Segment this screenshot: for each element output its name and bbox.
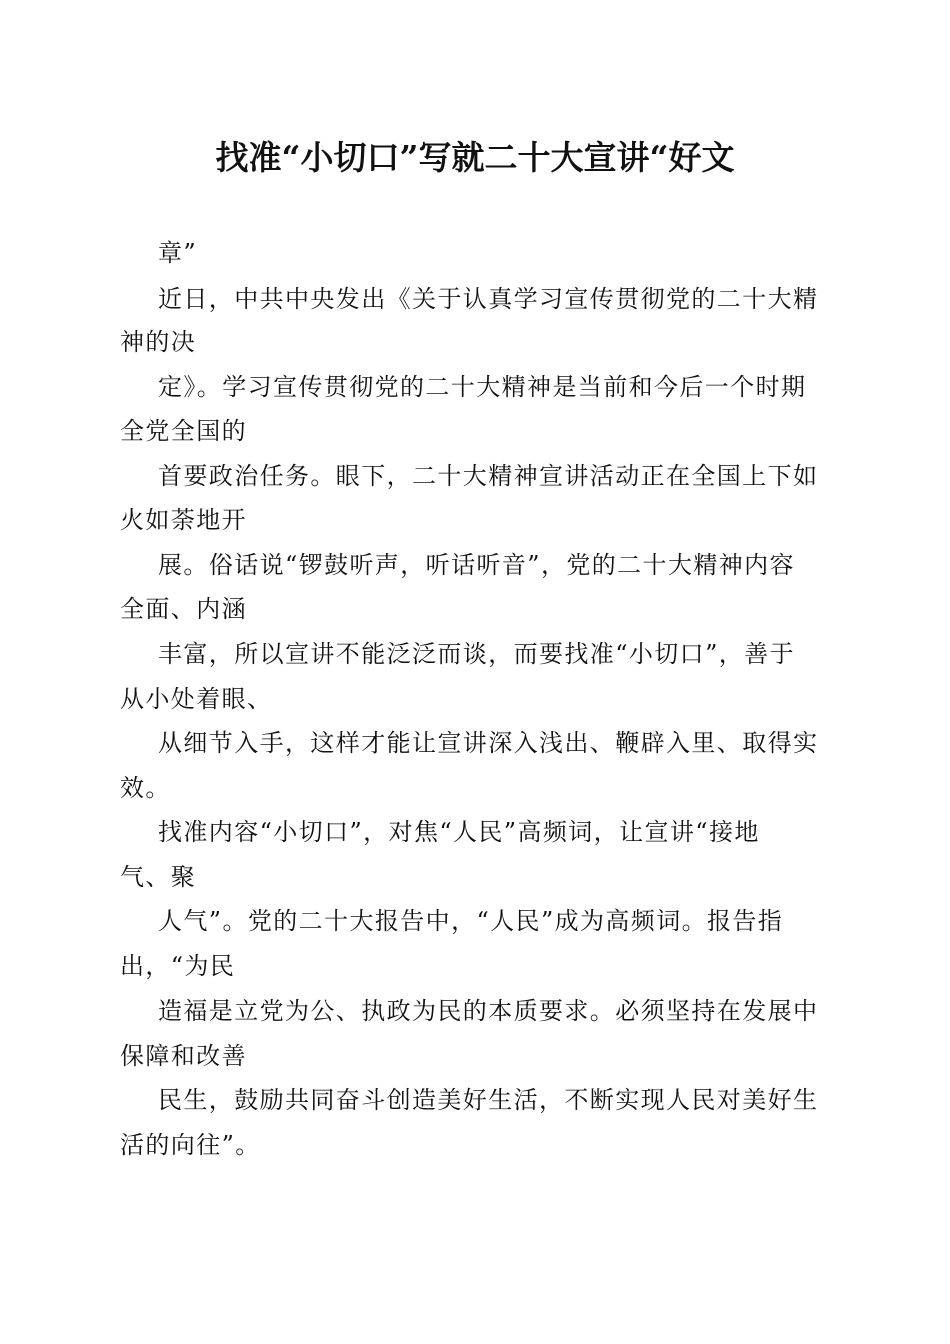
text-line: 章” — [158, 239, 198, 267]
text-line: 活的向往”。 — [120, 1131, 261, 1159]
text-line: 保障和改善 — [120, 1042, 247, 1070]
text-line: 气、聚 — [120, 863, 197, 891]
text-line: 展。俗话说“锣鼓听声，听话听音”，党的二十大精神内容 — [158, 551, 795, 579]
text-line: 首要政治任务。眼下，二十大精神宣讲活动正在全国上下如 — [158, 462, 819, 490]
text-line: 全面、内涵 — [120, 595, 247, 623]
text-line: 找准内容“小切口”，对焦“人民”高频词，让宣讲“接地 — [158, 818, 760, 846]
text-line: 出，“为民 — [120, 952, 236, 980]
text-line: 从细节入手，这样才能让宣讲深入浅出、鞭辟入里、取得实 — [158, 729, 819, 757]
text-line: 民生，鼓励共同奋斗创造美好生活，不断实现人民对美好生 — [158, 1086, 819, 1114]
text-line: 火如荼地开 — [120, 506, 247, 534]
text-line: 效。 — [120, 774, 171, 802]
document-title: 找准“小切口”写就二十大宣讲“好文 — [215, 138, 735, 177]
text-line: 造福是立党为公、执政为民的本质要求。必须坚持在发展中 — [158, 997, 819, 1025]
text-line: 全党全国的 — [120, 417, 247, 445]
text-line: 人气”。党的二十大报告中，“人民”成为高频词。报告指 — [158, 907, 784, 935]
text-line: 定》。学习宣传贯彻党的二十大精神是当前和今后一个时期 — [158, 373, 807, 401]
text-line: 丰富，所以宣讲不能泛泛而谈，而要找准“小切口”，善于 — [158, 640, 795, 668]
text-line: 近日，中共中央发出《关于认真学习宣传贯彻党的二十大精 — [158, 285, 819, 313]
text-line: 从小处着眼、 — [120, 685, 273, 713]
text-line: 神的决 — [120, 328, 197, 356]
